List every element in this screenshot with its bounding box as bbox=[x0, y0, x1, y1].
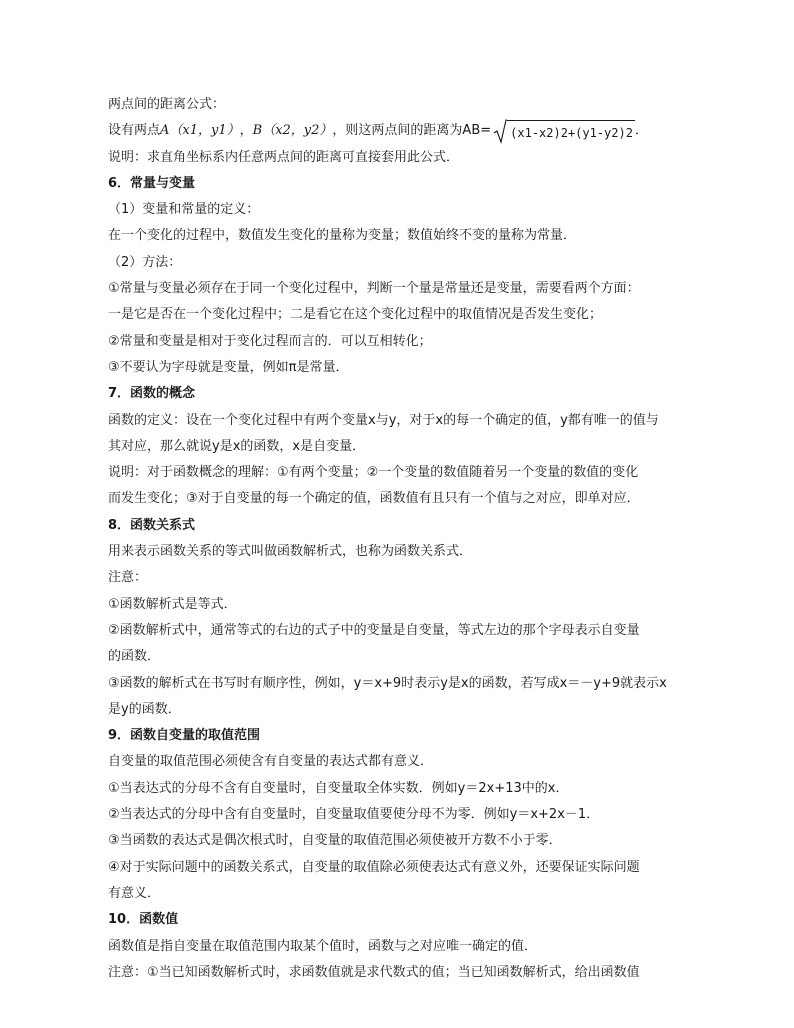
point-b: B（x2，y2） bbox=[252, 123, 333, 139]
text-line: （1）变量和常量的定义： bbox=[108, 202, 260, 218]
section-heading: 7．函数的概念 bbox=[108, 386, 196, 402]
text-line: ②常量和变量是相对于变化过程而言的．可以互相转化； bbox=[108, 333, 432, 349]
text-line: ①当表达式的分母不含有自变量时，自变量取全体实数．例如y＝2x+13中的x． bbox=[108, 780, 569, 796]
section-heading: 6．常量与变量 bbox=[108, 175, 196, 191]
formula-middle: ，则这两点间的距离为AB= bbox=[332, 123, 492, 139]
text-line: 而发生变化；③对于自变量的每一个确定的值，函数值有且只有一个值与之对应，即单对应． bbox=[108, 491, 640, 507]
point-a: A（x1，y1） bbox=[160, 123, 240, 139]
radical-sign-icon bbox=[493, 118, 507, 144]
text-line: 用来表示函数关系的等式叫做函数解析式，也称为函数关系式． bbox=[108, 544, 473, 560]
text-line: ④对于实际问题中的函数关系式，自变量的取值除必须使表达式有意义外，还要保证实际问题 bbox=[108, 859, 640, 875]
text-line: ①常量与变量必须存在于同一个变化过程中，判断一个量是常量还是变量，需要看两个方面： bbox=[108, 281, 640, 297]
text-line: 其对应，那么就说y是x的函数，x是自变量． bbox=[108, 438, 366, 454]
text-line: ③函数的解析式在书写时有顺序性，例如，y＝x+9时表示y是x的函数，若写成x＝－y+9就表示x bbox=[108, 675, 667, 691]
text-line: ①函数解析式是等式． bbox=[108, 596, 237, 612]
text-line: （2）方法： bbox=[108, 254, 182, 270]
text-line: 两点间的距离公式： bbox=[108, 97, 226, 112]
text-line: 有意义． bbox=[108, 885, 161, 901]
section-heading: 9．函数自变量的取值范围 bbox=[108, 728, 261, 744]
text-line: 注意： bbox=[108, 570, 148, 586]
text-line: 函数的定义：设在一个变化过程中有两个变量x与y，对于x的每一个确定的值，y都有唯一的值与 bbox=[108, 412, 659, 428]
text-line: 说明：对于函数概念的理解：①有两个变量；②一个变量的数值随着另一个变量的数值的变化 bbox=[108, 465, 639, 481]
text-line: ②函数解析式中，通常等式的右边的式子中的变量是自变量，等式左边的那个字母表示自变量 bbox=[108, 622, 640, 638]
text-line: 说明：求直角坐标系内任意两点间的距离可直接套用此公式． bbox=[108, 149, 460, 165]
section-heading: 8．函数关系式 bbox=[108, 517, 196, 533]
text-line: ③当函数的表达式是偶次根式时，自变量的取值范围必须使被开方数不小于零． bbox=[108, 833, 562, 849]
formula-suffix: ． bbox=[634, 123, 648, 139]
text-line: 注意：①当已知函数解析式时，求函数值就是求代数式的值；当已知函数解析式，给出函数值 bbox=[108, 964, 640, 980]
text-line: 一是它是否在一个变化过程中；二是看它在这个变化过程中的取值情况是否发生变化； bbox=[108, 307, 603, 323]
text-line: 是y的函数． bbox=[108, 701, 181, 717]
formula-prefix: 设有两点 bbox=[108, 123, 161, 139]
document-body bbox=[108, 92, 688, 986]
section-heading: 10．函数值 bbox=[108, 912, 179, 928]
text-line: 在一个变化的过程中，数值发生变化的量称为变量；数值始终不变的量称为常量． bbox=[108, 228, 577, 244]
text-line: 自变量的取值范围必须使含有自变量的表达式都有意义． bbox=[108, 754, 434, 770]
formula-separator: ， bbox=[239, 123, 253, 139]
distance-formula bbox=[108, 118, 688, 144]
text-line: 函数值是指自变量在取值范围内取某个值时，函数与之对应唯一确定的值． bbox=[108, 938, 538, 954]
text-line: ②当表达式的分母中含有自变量时，自变量取值要使分母不为零．例如y＝x+2x－1． bbox=[108, 807, 600, 823]
square-root bbox=[493, 118, 635, 144]
radicand: (x1-x2)2+(y1-y2)2 bbox=[507, 120, 635, 144]
text-line: ③不要认为字母就是变量，例如π是常量． bbox=[108, 359, 349, 375]
text-line: 的函数． bbox=[108, 649, 161, 665]
